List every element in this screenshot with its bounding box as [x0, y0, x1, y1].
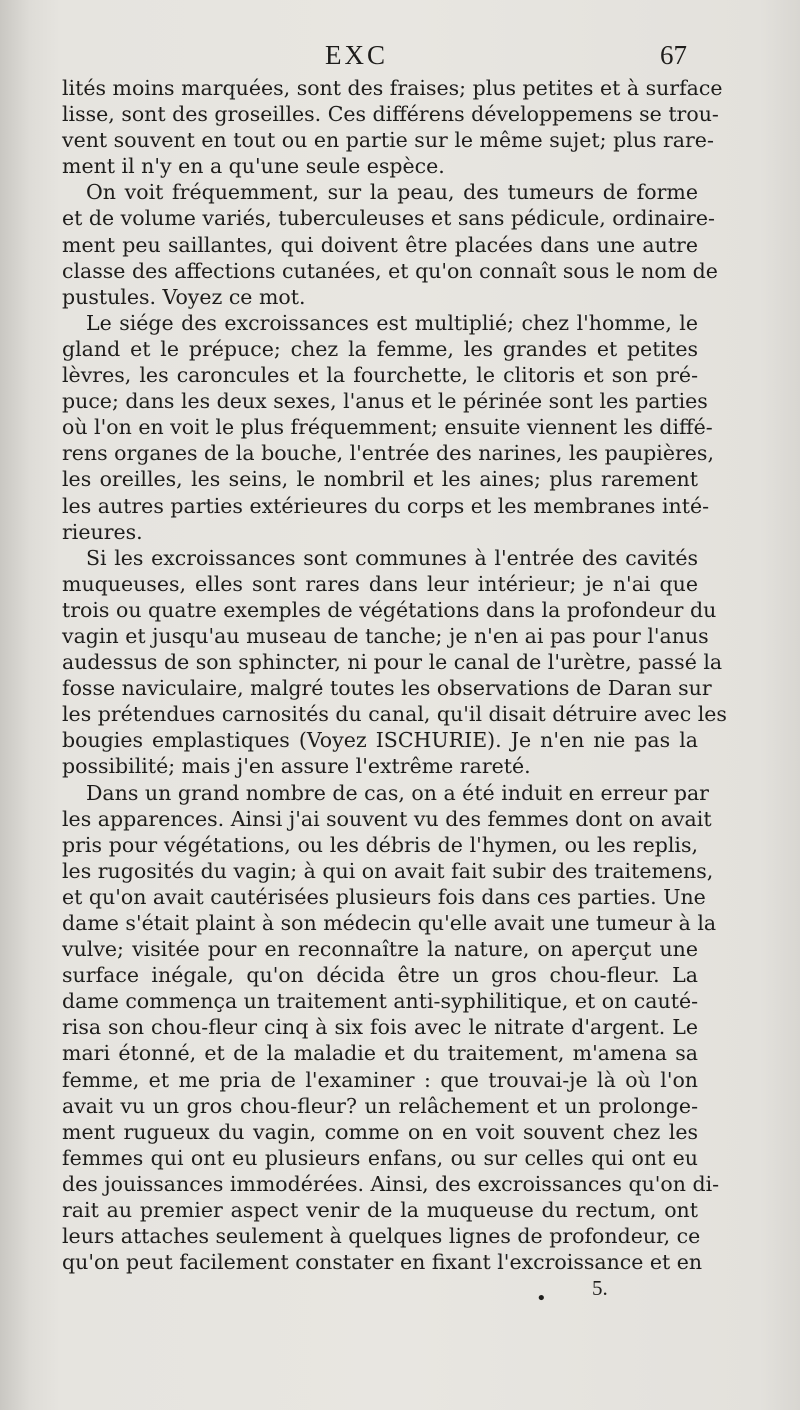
text-line: pris pour végétations, ou les débris de l'hymen, ou les replis,: [62, 832, 698, 857]
body-text: [62, 75, 727, 1275]
stray-mark: •: [536, 1288, 547, 1309]
text-line: mari étonné, et de la maladie et du traitement, m'amena sa: [62, 1041, 698, 1066]
text-line: les prétendues carnosités du canal, qu'il disait détruire avec les: [62, 702, 727, 727]
text-line: dame s'était plaint à son médecin qu'elle avait une tumeur à la: [62, 911, 717, 935]
text-line: dame commença un traitement anti-syphilitique, et on cauté-: [62, 989, 699, 1014]
text-line: les autres parties extérieures du corps et les membranes inté-: [62, 493, 710, 518]
text-line: rens organes de la bouche, l'entrée des narines, les paupières,: [62, 441, 714, 466]
text-line: fosse naviculaire, malgré toutes les observations de Daran sur: [62, 676, 712, 701]
text-line: audessus de son sphincter, ni pour le canal de l'urètre, passé la: [62, 650, 723, 675]
text-line: et qu'on avait cautérisées plusieurs fois dans ces parties. Une: [62, 884, 706, 909]
text-line: avait vu un gros chou-fleur? un relâchement et un prolonge-: [62, 1093, 698, 1118]
text-line: rait au premier aspect venir de la muqueuse du rectum, ont: [62, 1198, 698, 1223]
text-line: trois ou quatre exemples de végétations dans la profondeur du: [62, 597, 717, 622]
text-line: lèvres, les caroncules et la fourchette, le clitoris et son pré-: [62, 363, 698, 388]
text-line: qu'on peut facilement constater en fixant l'excroissance et en: [62, 1250, 703, 1275]
text-line: vulve; visitée pour en reconnaître la nature, on aperçut une: [62, 937, 698, 962]
text-line: et de volume variés, tuberculeuses et sans pédicule, ordinaire-: [62, 206, 715, 231]
text-line: vent souvent en tout ou en partie sur le même sujet; plus rare-: [62, 128, 714, 153]
text-line: lisse, sont des groseilles. Ces différens développemens se trou-: [62, 102, 719, 127]
text-line: rieures.: [62, 519, 143, 544]
text-line: ment rugueux du vagin, comme on en voit souvent chez les: [62, 1119, 698, 1144]
text-line: On voit fréquemment, sur la peau, des tumeurs de forme: [86, 180, 698, 205]
text-line: surface inégale, qu'on décida être un gros chou-fleur. La: [62, 963, 698, 988]
page-number: 67: [660, 40, 687, 70]
text-line: classe des affections cutanées, et qu'on connaît sous le nom de: [62, 258, 718, 283]
text-line: les apparences. Ainsi j'ai souvent vu des femmes dont on avait: [62, 806, 712, 831]
text-line: puce; dans les deux sexes, l'anus et le périnée sont les parties: [62, 389, 708, 414]
text-line: bougies emplastiques (Voyez ISCHURIE). Je n'en nie pas la: [62, 728, 698, 753]
text-line: où l'on en voit le plus fréquemment; ensuite viennent les diffé-: [62, 415, 713, 440]
text-line: pustules. Voyez ce mot.: [62, 284, 306, 309]
text-line: Le siége des excroissances est multiplié; chez l'homme, le: [86, 310, 698, 335]
text-line: lités moins marquées, sont des fraises; plus petites et à surface: [62, 76, 723, 100]
text-line: gland et le prépuce; chez la femme, les grandes et petites: [62, 336, 698, 361]
text-line: femmes qui ont eu plusieurs enfans, ou sur celles qui ont eu: [62, 1145, 698, 1170]
text-line: muqueuses, elles sont rares dans leur intérieur; je n'ai que: [62, 571, 698, 596]
text-line: possibilité; mais j'en assure l'extrême rareté.: [62, 754, 531, 779]
running-title: EXC: [325, 40, 388, 70]
text-line: ment il n'y en a qu'une seule espèce.: [62, 154, 445, 179]
text-line: Dans un grand nombre de cas, on a été induit en erreur par: [86, 780, 709, 805]
text-line: femme, et me pria de l'examiner : que trouvai-je là où l'on: [62, 1067, 698, 1092]
text-line: vagin et jusqu'au museau de tanche; je n'en ai pas pour l'anus: [62, 623, 709, 648]
running-head: [0, 40, 800, 80]
text-line: les rugosités du vagin; à qui on avait fait subir des traitemens,: [62, 858, 714, 883]
text-line: les oreilles, les seins, le nombril et les aines; plus rarement: [62, 467, 698, 492]
text-line: Si les excroissances sont communes à l'entrée des cavités: [86, 545, 698, 570]
text-line: des jouissances immodérées. Ainsi, des excroissances qu'on di-: [62, 1171, 720, 1196]
signature-mark: 5.: [592, 1276, 608, 1300]
text-line: leurs attaches seulement à quelques lignes de profondeur, ce: [62, 1224, 701, 1249]
text-line: ment peu saillantes, qui doivent être placées dans une autre: [62, 232, 698, 257]
text-line: risa son chou-fleur cinq à six fois avec le nitrate d'argent. Le: [62, 1015, 698, 1040]
